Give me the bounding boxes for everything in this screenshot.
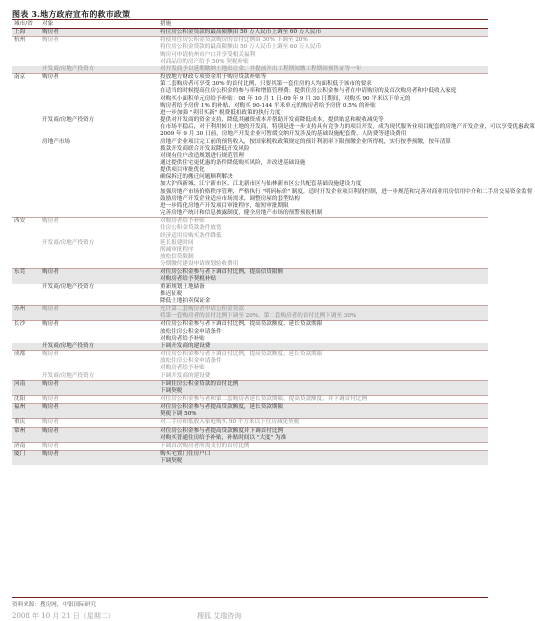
row-city: 杭州 bbox=[12, 37, 40, 66]
measure-line: 分期缴付建设申请规划验收费用 bbox=[160, 261, 239, 268]
footer-date: 2008 年 10 月 21 日（星期二） bbox=[12, 612, 115, 620]
row-target: 购房者 bbox=[40, 74, 158, 117]
row-measures bbox=[158, 240, 488, 269]
measure-line: 提供对开发商的资金支持，降低其融资成本并帮助开发商降低成本，提供贴息和税收减免等 bbox=[160, 117, 384, 124]
row-measures bbox=[158, 37, 488, 66]
table-row bbox=[12, 66, 488, 74]
row-target: 开发商/房地产投资方 bbox=[42, 283, 95, 290]
figure-title: 图表 3.地方政府宣布的救市政策 bbox=[12, 9, 131, 19]
table-row bbox=[12, 29, 488, 37]
measure-line: 对住房公积金参与者和第二套购房者延长贷款期限，提高贷款额度，并下调首付比例 bbox=[160, 395, 367, 402]
measure-line: 放松信贷限制 bbox=[160, 254, 194, 260]
header-target: 对象 bbox=[40, 21, 158, 29]
row-city: 长沙 bbox=[12, 321, 40, 343]
row-city: 南京 bbox=[12, 74, 40, 117]
measure-line: 加大沪西新城、江宁新市区、江北新市区与仙林新市区公共配套基础设施建设力度 bbox=[160, 181, 362, 188]
measure-line: 削减审批程序 bbox=[160, 246, 194, 253]
row-measures bbox=[158, 66, 488, 74]
table-row bbox=[12, 218, 488, 240]
row-target: 开发商/房地产投资方 bbox=[42, 117, 95, 124]
measure-line: 对商品房的房产给予 50% 契税补贴 bbox=[160, 58, 249, 65]
row-measures bbox=[158, 29, 488, 37]
measure-line: 对住房公积金参与者下调首付比例，提高贷款额度，延长贷款期限 bbox=[160, 321, 323, 328]
measure-line: 对住房公积金参与者提高贷款额度并下调首付比例 bbox=[160, 427, 284, 434]
header-city: 城市/省 bbox=[12, 21, 40, 29]
measure-line: 第二套购房者可享受 30% 的首付比例，只要其第一套住房的人均面积低于该市的要求 bbox=[160, 81, 372, 88]
table-row bbox=[12, 321, 488, 343]
measure-line: 购房可申请杭州市户口并享受相关福利 bbox=[160, 51, 256, 58]
row-target: 房地产市场 bbox=[42, 138, 70, 145]
row-city: 上海 bbox=[12, 29, 40, 37]
measure-line: 延长报建时间 bbox=[160, 239, 194, 246]
row-target: 购房者 bbox=[40, 380, 158, 395]
row-measures bbox=[158, 321, 488, 343]
measure-line: 购房者给予房价 1% 的补贴，对购买 90-144 平米单元的购房者给予房价 0.5% 的补贴 bbox=[160, 102, 376, 109]
row-target: 开发商/房地产投资方 bbox=[40, 66, 158, 74]
row-city bbox=[12, 284, 40, 306]
row-city bbox=[12, 373, 40, 381]
table-row bbox=[12, 74, 488, 117]
row-measures bbox=[158, 451, 488, 466]
row-measures bbox=[158, 284, 488, 306]
policy-table bbox=[12, 21, 535, 465]
row-target: 购房者 bbox=[40, 321, 158, 343]
row-target: 购房者 bbox=[40, 427, 158, 442]
row-target: 购房者 bbox=[40, 37, 158, 66]
measure-line: 将住房公积金贷款的最高限额由 50 万人民币上调至 60 万人民币 bbox=[160, 29, 322, 36]
measure-line: 对购买小面积单元房给予补贴：08 年 10 月 1 日-09 年 9 月 30 日期间，对购买 90 平米以下单元的 bbox=[160, 95, 411, 102]
measure-line: 对购买普通住房给予补贴，补贴时间以 "大度" 为准 bbox=[160, 434, 287, 441]
table-row bbox=[12, 419, 488, 427]
row-target: 购房者 bbox=[40, 442, 158, 450]
measure-line: 降低土地拍卖保证金 bbox=[160, 297, 211, 304]
row-city: 重庆 bbox=[12, 419, 40, 427]
title-rule bbox=[12, 19, 488, 20]
row-city: 济南 bbox=[12, 442, 40, 450]
row-city bbox=[12, 240, 40, 269]
row-target: 购房者 bbox=[40, 218, 158, 240]
header-measures: 措施 bbox=[158, 21, 488, 29]
row-measures bbox=[158, 404, 488, 419]
measure-line: 重新规划土地储备 bbox=[160, 283, 205, 290]
row-measures bbox=[158, 395, 488, 403]
table-row bbox=[12, 451, 488, 466]
table-row bbox=[12, 269, 488, 284]
table-row bbox=[12, 37, 488, 66]
measure-line: 加强房地产市场价格秩序管理，严格执行 "明码标价" 制度，适时开发企业项目利润控制，进一步规范和完善对商业用房信用中介和二手房交易资金监督 bbox=[160, 188, 533, 195]
row-target: 购房者 bbox=[40, 451, 158, 466]
table-header-row bbox=[12, 21, 488, 29]
row-city: 福州 bbox=[12, 404, 40, 419]
measure-line: 下调首次购房者所需支付的首付比例 bbox=[160, 442, 250, 449]
row-city: 东莞 bbox=[12, 269, 40, 284]
row-target bbox=[40, 181, 158, 217]
measure-line: 对住房公积金参与者提高贷款额度，延长贷款期限 bbox=[160, 404, 284, 411]
measure-line: 在适当的时候提高住房公积金的参与率和增值管理费；提供住房公积金参与者在申请购房的及首次购房者和中低收入家庭 bbox=[160, 88, 457, 95]
row-target: 开发商/房地产投资方 bbox=[42, 239, 95, 246]
measure-line: 对购房者给予补贴 bbox=[160, 365, 205, 372]
table-row bbox=[12, 139, 488, 182]
table-row bbox=[12, 380, 488, 395]
measure-line: 通过提供住宅更优惠的条件降低购买风险，并改进基础设施 bbox=[160, 159, 306, 166]
row-city bbox=[12, 343, 40, 351]
measure-line: 确保拆迁的搬迁问题顺利解决 bbox=[160, 174, 233, 181]
row-city bbox=[12, 139, 40, 182]
row-measures bbox=[158, 269, 488, 284]
table-row bbox=[12, 240, 488, 269]
table-body bbox=[12, 29, 535, 466]
measure-line: 提供项目审批优化 bbox=[160, 167, 205, 174]
table-row bbox=[12, 343, 488, 351]
measure-line: 下调契税 bbox=[160, 458, 183, 465]
table-row bbox=[12, 373, 488, 381]
measure-line: 下调开发商的建设费 bbox=[160, 372, 211, 379]
row-measures bbox=[158, 419, 488, 427]
row-measures bbox=[158, 74, 488, 117]
table-row bbox=[12, 181, 488, 217]
measure-line: 对住房公积金参与者下调首付比例，提高贷款额度，延长贷款期限 bbox=[160, 351, 323, 358]
measure-line: 对二手房和低收入家庭购买 90 平方米以下住房减免契税 bbox=[160, 419, 300, 426]
row-target: 购房者 bbox=[40, 29, 158, 37]
row-measures bbox=[158, 306, 488, 321]
measure-line: 进一步简化房地产开发项目审批程序，缩短审批期限 bbox=[160, 202, 289, 209]
measure-line: 允许第二套购房者申请公积金贷款 bbox=[160, 306, 244, 313]
row-measures bbox=[158, 427, 488, 442]
measure-line: 将住房公积金贷款的最高限额由 50 万人民币上调至 60 万人民币 bbox=[160, 44, 322, 51]
row-measures bbox=[158, 343, 488, 351]
row-city: 厦门 bbox=[12, 451, 40, 466]
measure-line: 对开发商予以延期缴纳土地出让金、并提前开出工程期间缴工程期间预售证等一年 bbox=[160, 65, 362, 72]
row-measures bbox=[158, 373, 488, 381]
table-row bbox=[12, 117, 488, 138]
table-row bbox=[12, 427, 488, 442]
row-city: 沈阳 bbox=[12, 395, 40, 403]
measure-line: 投放地方财政专项资金用于购房贷款补贴等 bbox=[160, 74, 267, 81]
measure-line: 将第一套购房者的首付比例下调至 20%，第二套购房者的首付比例下调至 30% bbox=[160, 313, 357, 320]
measure-line: 对住房公积金参与者下调首付比例，提高信贷限额 bbox=[160, 269, 284, 276]
page-footer bbox=[12, 611, 242, 621]
row-city: 苏州 bbox=[12, 306, 40, 321]
row-measures bbox=[158, 218, 488, 240]
row-city bbox=[12, 66, 40, 74]
table-row bbox=[12, 351, 488, 373]
measure-line: 将使用住房公积金贷款购房的首付比例由 30% 下调至 20% bbox=[160, 37, 308, 44]
row-city: 河南 bbox=[12, 380, 40, 395]
row-city bbox=[12, 117, 40, 138]
measure-line: 放松住房公积金申请条件 bbox=[160, 328, 222, 335]
row-city: 常州 bbox=[12, 427, 40, 442]
row-target: 开发商/房地产投资方 bbox=[42, 372, 95, 379]
measure-line: 住房公积金贷款条件放宽 bbox=[160, 225, 222, 232]
row-target: 购房者 bbox=[40, 269, 158, 284]
measure-line: 拨款开发商联合开发双降低开发风险 bbox=[160, 145, 250, 152]
measure-line: 完善房地产统计和信息披露制度，健全房地产市场的预警预报机制 bbox=[160, 210, 323, 217]
row-city: 西安 bbox=[12, 218, 40, 240]
measure-line: 对购房者给予契税补贴 bbox=[160, 276, 216, 283]
measure-line: 房地产企业项目完工前的预售收入，按国家税收政策规定的预计利润率下限预缴企业所得税，实行按季预缴，按年清算 bbox=[160, 138, 451, 145]
measure-line: 下调住房公积金贷款的首付比例 bbox=[160, 380, 239, 387]
measure-line: 在市场平稳后，对于利用转让土地的开发商，特别是进一步支持具有竞争力的项目开发，成为现代服务业项目配套的房地产开发企业，可以享受优惠政策 bbox=[160, 124, 535, 131]
measure-line: 经济适用房购买条件降低 bbox=[160, 232, 222, 239]
row-city bbox=[12, 181, 40, 217]
table-row bbox=[12, 284, 488, 306]
measure-line: 下调契税 bbox=[160, 387, 183, 394]
row-target: 购房者 bbox=[40, 419, 158, 427]
measure-line: 对购房者给予补贴 bbox=[160, 218, 205, 225]
row-measures bbox=[158, 380, 488, 395]
table-row bbox=[12, 395, 488, 403]
measure-line: 契税下调 50% bbox=[160, 411, 197, 418]
measure-line: 放松住房公积金申请条件 bbox=[160, 358, 222, 365]
table-row bbox=[12, 306, 488, 321]
row-target: 购房者 bbox=[40, 395, 158, 403]
measure-line: 购买宅置门住房户口 bbox=[160, 451, 211, 458]
bottom-rule bbox=[12, 597, 488, 598]
measure-line: 2009 年 9 月 30 日前，房地产开发企业可暂缓交纳开发涉及的基础设施配套费、人防费等建设费用 bbox=[160, 131, 407, 138]
table-row bbox=[12, 404, 488, 419]
row-measures bbox=[158, 181, 533, 217]
source-note: 资料来源：搜房网，中银国际研究 bbox=[12, 602, 96, 608]
measure-line: 对购房者给予补贴 bbox=[160, 335, 205, 342]
row-measures bbox=[158, 442, 488, 450]
measure-line: 鼓励房地产开发企业适应市场需求，调整房屋的套型结构 bbox=[160, 195, 300, 202]
row-target: 开发商/房地产投资方 bbox=[40, 343, 158, 351]
table-row bbox=[12, 442, 488, 450]
row-measures bbox=[158, 117, 535, 138]
measure-line: 推迟征税 bbox=[160, 290, 183, 297]
footer-right: 搜狐 艾瑞咨询 bbox=[197, 612, 242, 620]
row-target: 购房者 bbox=[40, 351, 158, 373]
row-target: 购房者 bbox=[40, 404, 158, 419]
row-city: 成都 bbox=[12, 351, 40, 373]
measure-line: 对现有住户改造规划进行规范管理 bbox=[160, 152, 244, 159]
row-measures bbox=[158, 139, 488, 182]
measure-line: 下调开发商的建设费 bbox=[160, 342, 211, 349]
measure-line: 进一步加强 "卖旧买新" 税费抵扣政策的执行力度 bbox=[160, 109, 281, 116]
row-target: 购房者 bbox=[40, 306, 158, 321]
row-measures bbox=[158, 351, 488, 373]
